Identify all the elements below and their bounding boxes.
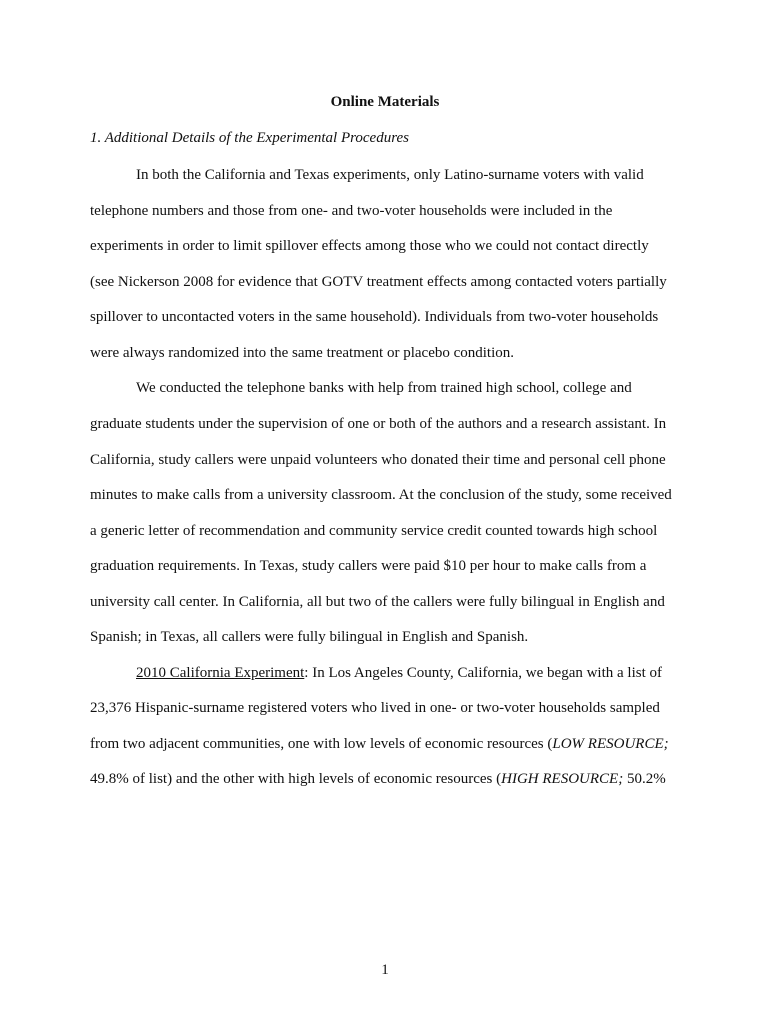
paragraph-1-line-1: In both the California and Texas experiments, only Latino-surname voters with valid: [136, 167, 644, 183]
paragraph-2-line-4: minutes to make calls from a university classroom. At the conclusion of the study, some received: [90, 487, 672, 503]
paragraph-1-line-3: experiments in order to limit spillover effects among those who we could not contact directly: [90, 238, 649, 254]
high-resource-label: HIGH RESOURCE;: [501, 771, 624, 787]
paragraph-3-line-2: 23,376 Hispanic-surname registered voters who lived in one- or two-voter households sampled: [90, 700, 660, 716]
paragraph-3-line-3: [90, 734, 669, 754]
paragraph-3-line-4: [90, 769, 666, 789]
low-resource-label: LOW RESOURCE;: [552, 736, 669, 752]
paragraph-1-line-5: spillover to uncontacted voters in the same household). Individuals from two-voter households: [90, 309, 659, 325]
paragraph-3-line-4-text: 49.8% of list) and the other with high levels of economic resources (: [90, 771, 502, 787]
paragraph-2-line-1: We conducted the telephone banks with help from trained high school, college and: [136, 380, 632, 396]
paragraph-2-line-3: California, study callers were unpaid volunteers who donated their time and personal cell phone: [90, 452, 666, 468]
paragraph-2-line-6: graduation requirements. In Texas, study callers were paid $10 per hour to make calls from a: [90, 558, 647, 574]
paragraph-2-line-2: graduate students under the supervision of one or both of the authors and a research assistant. In: [90, 416, 667, 432]
paragraph-3-line-4-end: 50.2%: [623, 771, 666, 787]
paragraph-2-line-8: Spanish; in Texas, all callers were fully bilingual in English and Spanish.: [90, 629, 529, 645]
paragraph-1-line-6: were always randomized into the same treatment or placebo condition.: [90, 345, 515, 361]
paragraph-2-line-7: university call center. In California, all but two of the callers were fully bilingual in English and: [90, 594, 665, 610]
document-title: Online Materials: [330, 94, 440, 110]
paragraph-1-line-4: (see Nickerson 2008 for evidence that GOTV treatment effects among contacted voters partially: [90, 274, 667, 290]
page-number: 1: [381, 962, 389, 978]
section-heading: 1. Additional Details of the Experimental Procedures: [90, 130, 409, 146]
paragraph-3-line-1: [136, 663, 662, 683]
experiment-label: 2010 California Experiment: [136, 665, 305, 681]
paragraph-3-line-1-rest: : In Los Angeles County, California, we began with a list of: [304, 665, 663, 681]
paragraph-2-line-5: a generic letter of recommendation and community service credit counted towards high school: [90, 523, 658, 539]
paragraph-1-line-2: telephone numbers and those from one- and two-voter households were included in the: [90, 203, 613, 219]
paragraph-3-line-3-text: from two adjacent communities, one with low levels of economic resources (: [90, 736, 553, 752]
